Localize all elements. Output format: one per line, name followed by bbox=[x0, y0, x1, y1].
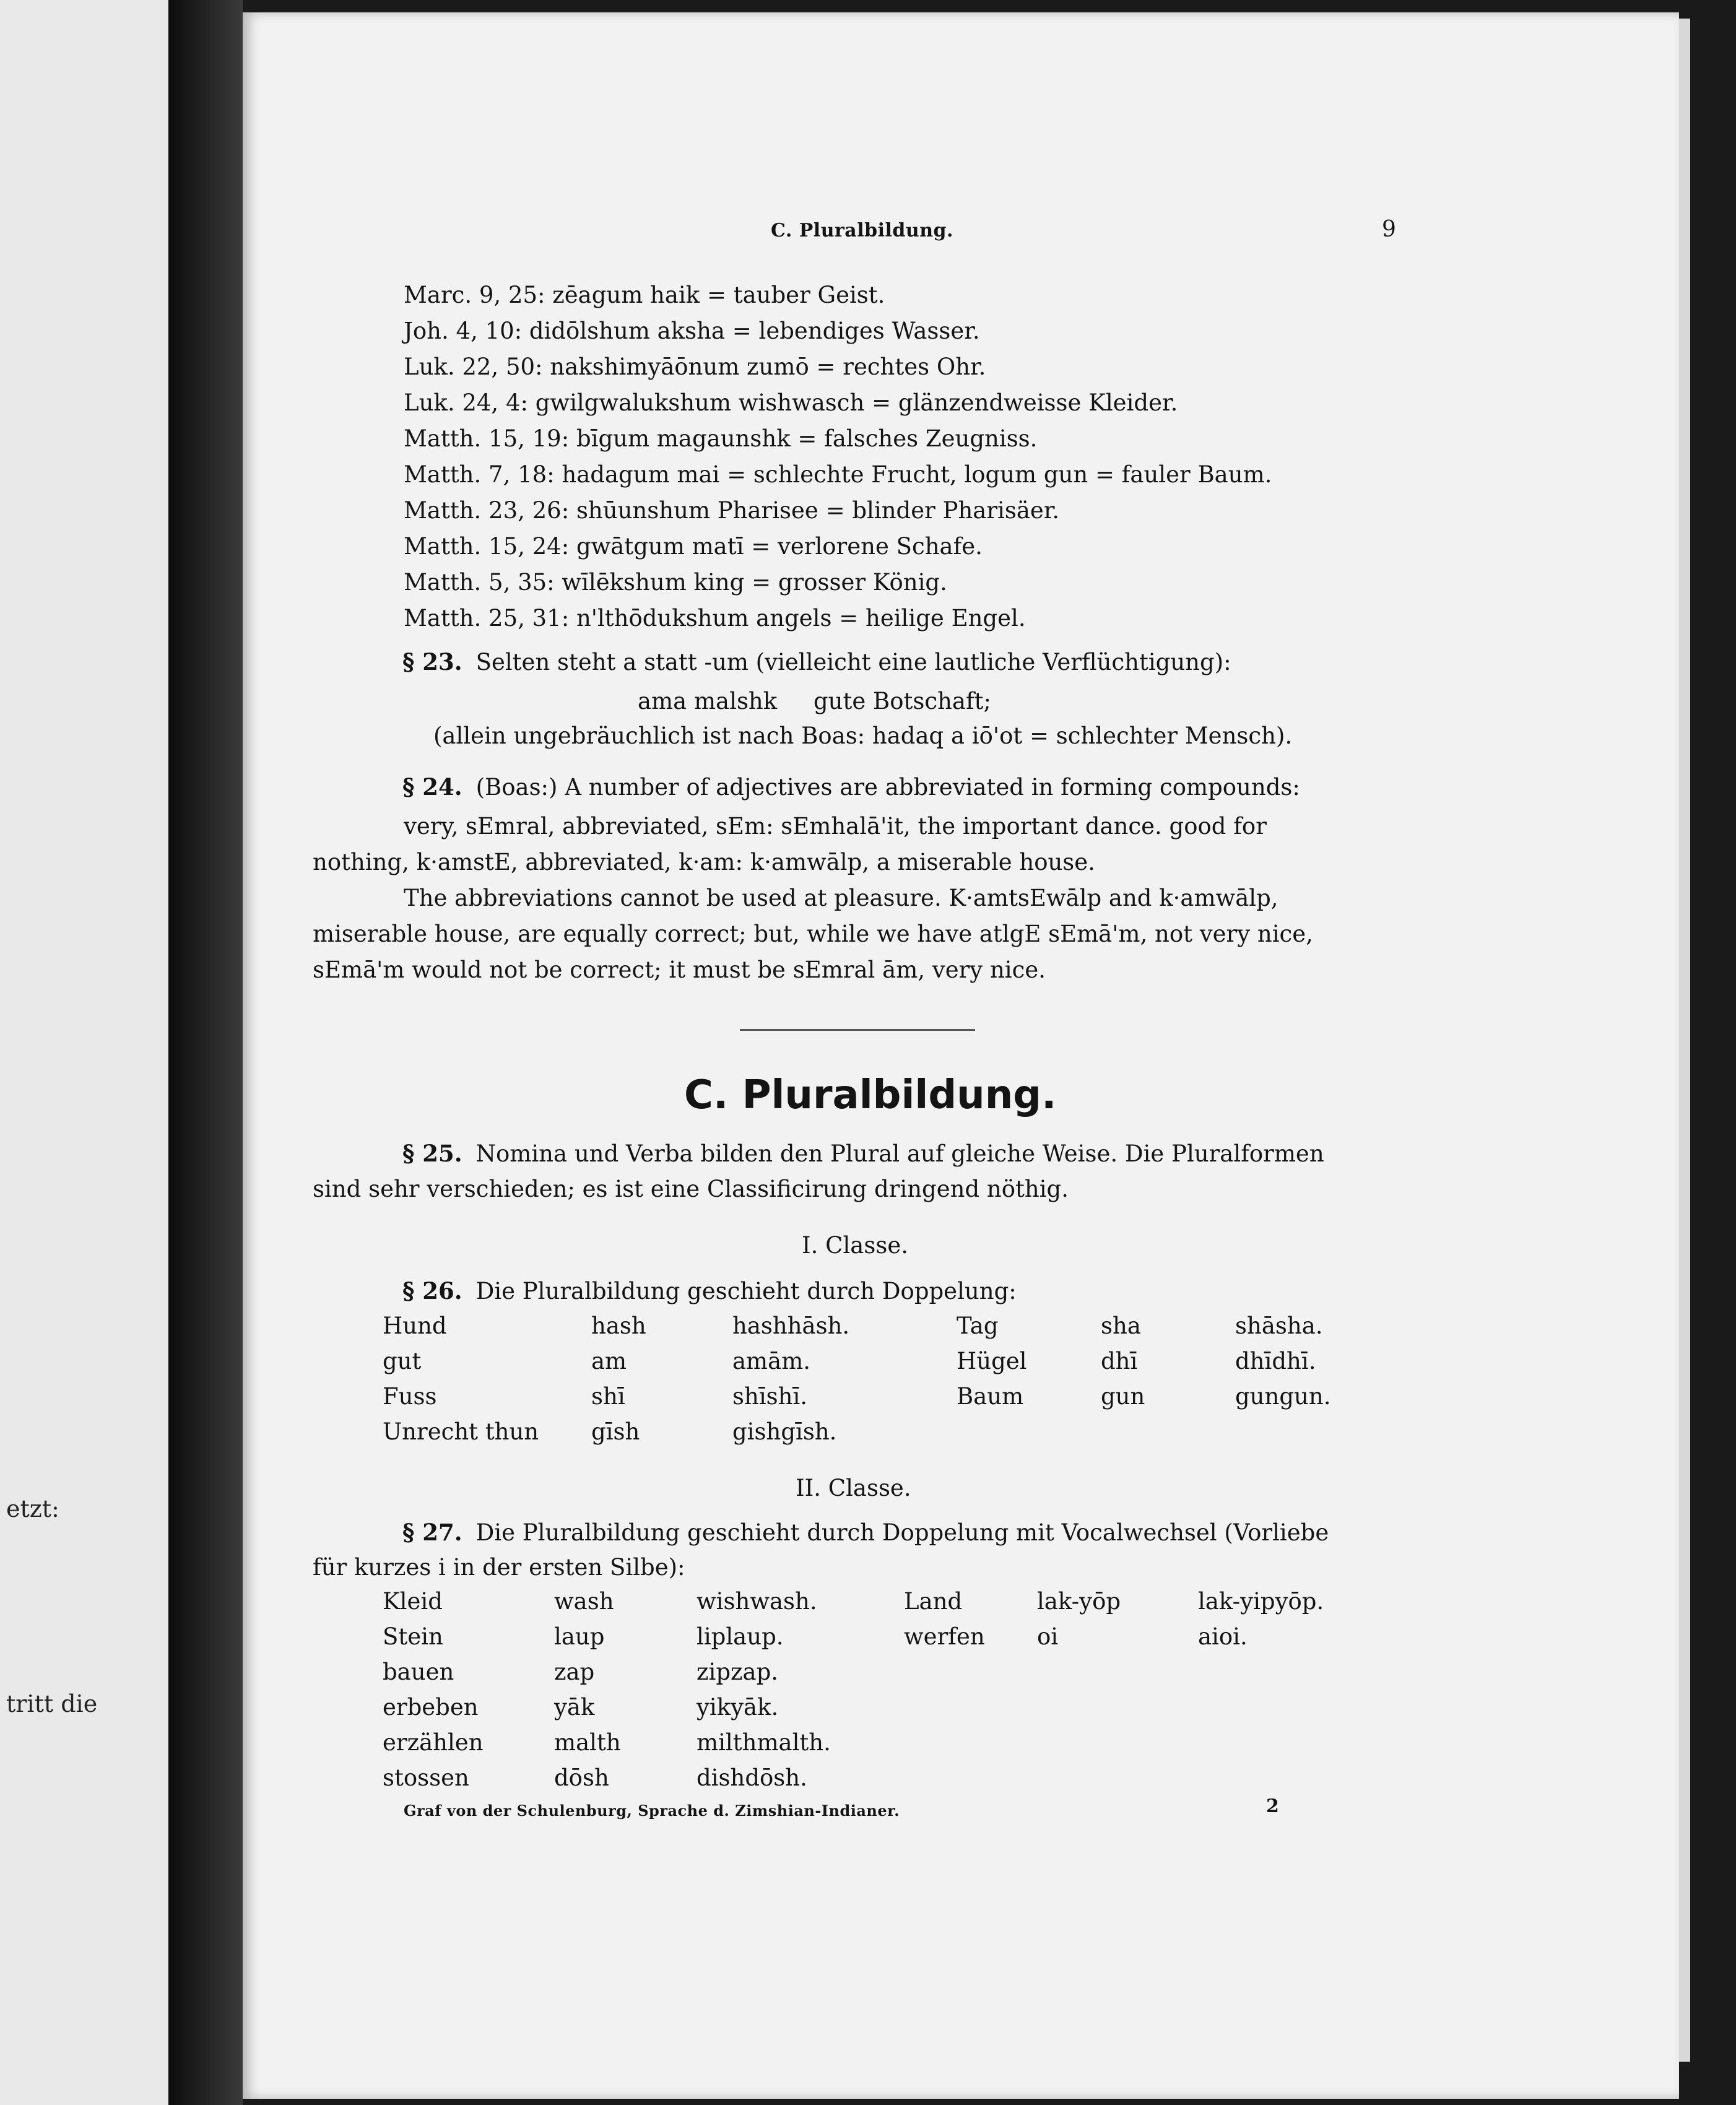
table-cell: malth bbox=[554, 1729, 621, 1756]
table-cell: am bbox=[591, 1348, 627, 1374]
table-cell: Kleid bbox=[383, 1588, 443, 1615]
table-cell: liplaup. bbox=[697, 1623, 784, 1650]
s27-line: für kurzes i in der ersten Silbe): bbox=[313, 1554, 685, 1581]
left-page-fragment: tritt die bbox=[6, 1690, 98, 1717]
paragraph-text: (Boas:) A number of adjectives are abbreviated in forming compounds: bbox=[475, 774, 1300, 801]
s25-line: sind sehr verschieden; es ist eine Classificirung dringend nöthig. bbox=[313, 1176, 1069, 1202]
paragraph-mark: § 24. bbox=[402, 773, 462, 801]
table-cell: dhī bbox=[1101, 1348, 1138, 1374]
s23-example: ama malshk gute Botschaft; bbox=[638, 688, 991, 714]
paragraph-mark: § 23. bbox=[402, 648, 462, 675]
table-cell: wishwash. bbox=[697, 1588, 817, 1615]
s24-line: sEmā'm would not be correct; it must be sEmral ām, very nice. bbox=[313, 957, 1046, 983]
paragraph-text: Die Pluralbildung geschieht durch Doppelung mit Vocalwechsel (Vorliebe bbox=[475, 1519, 1329, 1546]
table-cell: Land bbox=[904, 1588, 963, 1615]
table-cell: stossen bbox=[383, 1764, 469, 1791]
table-cell: hash bbox=[591, 1313, 646, 1339]
example-line: Matth. 7, 18: hadagum mai = schlechte Frucht, logum gun = fauler Baum. bbox=[404, 461, 1272, 488]
table-cell: dhīdhī. bbox=[1235, 1348, 1316, 1374]
table-cell: Hügel bbox=[957, 1348, 1027, 1374]
paragraph-mark: § 26. bbox=[402, 1277, 462, 1304]
table-cell: lak-yōp bbox=[1037, 1588, 1121, 1615]
paragraph-mark: § 25. bbox=[402, 1140, 462, 1167]
class-heading: II. Classe. bbox=[796, 1475, 911, 1501]
paragraph-25 bbox=[402, 1135, 1324, 1172]
table-cell: gut bbox=[383, 1348, 422, 1374]
table-cell: gun bbox=[1101, 1383, 1145, 1410]
class-heading: I. Classe. bbox=[802, 1232, 908, 1259]
table-cell: Stein bbox=[383, 1623, 443, 1650]
s24-line: The abbreviations cannot be used at pleasure. K·amtsEwālp and k·amwālp, bbox=[404, 885, 1278, 911]
paragraph-mark: § 27. bbox=[402, 1519, 462, 1546]
example-line: Joh. 4, 10: didōlshum aksha = lebendiges Wasser. bbox=[404, 318, 980, 344]
table-cell: Unrecht thun bbox=[383, 1418, 539, 1445]
example-line: Luk. 24, 4: gwilgwalukshum wishwasch = glänzendweisse Kleider. bbox=[404, 389, 1178, 416]
table-cell: laup bbox=[554, 1623, 605, 1650]
table-cell: milthmalth. bbox=[697, 1729, 831, 1756]
paragraph-text: Nomina und Verba bilden den Plural auf gleiche Weise. Die Pluralformen bbox=[475, 1140, 1324, 1167]
table-cell: gishgīsh. bbox=[732, 1418, 837, 1445]
example-line: Matth. 23, 26: shūunshum Pharisee = blinder Pharisäer. bbox=[404, 497, 1060, 524]
example-line: Luk. 22, 50: nakshimyāōnum zumō = rechtes Ohr. bbox=[404, 354, 986, 380]
s24-line: miserable house, are equally correct; but, while we have atlgE sEmā'm, not very nice, bbox=[313, 921, 1313, 947]
table-cell: yāk bbox=[554, 1694, 595, 1721]
example-line: Matth. 15, 19: bīgum magaunshk = falsches Zeugniss. bbox=[404, 425, 1038, 452]
table-cell: shī bbox=[591, 1383, 625, 1410]
example-line: Matth. 5, 35: wīlēkshum king = grosser König. bbox=[404, 569, 947, 596]
table-cell: yikyāk. bbox=[697, 1694, 779, 1721]
footer-imprint: Graf von der Schulenburg, Sprache d. Zimshian-Indianer. bbox=[404, 1802, 900, 1820]
s24-line: very, sEmral, abbreviated, sEm: sEmhalā'it, the important dance. good for bbox=[404, 813, 1267, 840]
table-cell: zipzap. bbox=[697, 1659, 779, 1685]
table-cell: erbeben bbox=[383, 1694, 479, 1721]
table-cell: sha bbox=[1101, 1313, 1141, 1339]
table-cell: bauen bbox=[383, 1659, 454, 1685]
page-number: 9 bbox=[1382, 217, 1396, 242]
book-spine bbox=[168, 0, 243, 2105]
paragraph-24 bbox=[402, 769, 1300, 805]
table-cell: shāsha. bbox=[1235, 1313, 1323, 1339]
table-cell: Baum bbox=[957, 1383, 1024, 1410]
table-cell: erzählen bbox=[383, 1729, 484, 1756]
s23-note: (allein ungebräuchlich ist nach Boas: hadaq a iō'ot = schlechter Mensch). bbox=[433, 723, 1293, 749]
page-edge bbox=[1679, 19, 1690, 2062]
table-cell: Tag bbox=[957, 1313, 999, 1339]
s24-line: nothing, k·amstE, abbreviated, k·am: k·amwālp, a miserable house. bbox=[313, 849, 1095, 875]
table-cell: lak-yipyōp. bbox=[1198, 1588, 1324, 1615]
table-cell: gīsh bbox=[591, 1418, 640, 1445]
table-cell: hashhāsh. bbox=[732, 1313, 850, 1339]
example-line: Matth. 25, 31: n'lthōdukshum angels = heilige Engel. bbox=[404, 605, 1026, 632]
paragraph-23 bbox=[402, 644, 1231, 680]
example-line: Marc. 9, 25: zēagum haik = tauber Geist. bbox=[404, 282, 885, 308]
table-cell: dishdōsh. bbox=[697, 1764, 807, 1791]
table-cell: gungun. bbox=[1235, 1383, 1331, 1410]
table-cell: zap bbox=[554, 1659, 595, 1685]
section-heading: C. Pluralbildung. bbox=[684, 1072, 1057, 1118]
example-line: Matth. 15, 24: gwātgum matī = verlorene Schafe. bbox=[404, 533, 983, 560]
signature-mark: 2 bbox=[1266, 1795, 1279, 1817]
section-rule bbox=[740, 1029, 975, 1031]
paragraph-26 bbox=[402, 1273, 1017, 1309]
table-cell: amām. bbox=[732, 1348, 811, 1374]
table-cell: wash bbox=[554, 1588, 614, 1615]
paragraph-27 bbox=[402, 1514, 1329, 1551]
left-facing-page bbox=[0, 0, 172, 2105]
paragraph-text: Die Pluralbildung geschieht durch Doppelung: bbox=[475, 1278, 1017, 1304]
table-cell: dōsh bbox=[554, 1764, 609, 1791]
running-head: C. Pluralbildung. bbox=[771, 220, 953, 241]
table-cell: shīshī. bbox=[732, 1383, 808, 1410]
table-cell: aioi. bbox=[1198, 1623, 1248, 1650]
left-page-fragment: etzt: bbox=[6, 1495, 59, 1522]
paragraph-text: Selten steht a statt -um (vielleicht eine lautliche Verflüchtigung): bbox=[475, 649, 1231, 675]
table-cell: Fuss bbox=[383, 1383, 437, 1410]
table-cell: oi bbox=[1037, 1623, 1059, 1650]
table-cell: werfen bbox=[904, 1623, 985, 1650]
table-cell: Hund bbox=[383, 1313, 447, 1339]
